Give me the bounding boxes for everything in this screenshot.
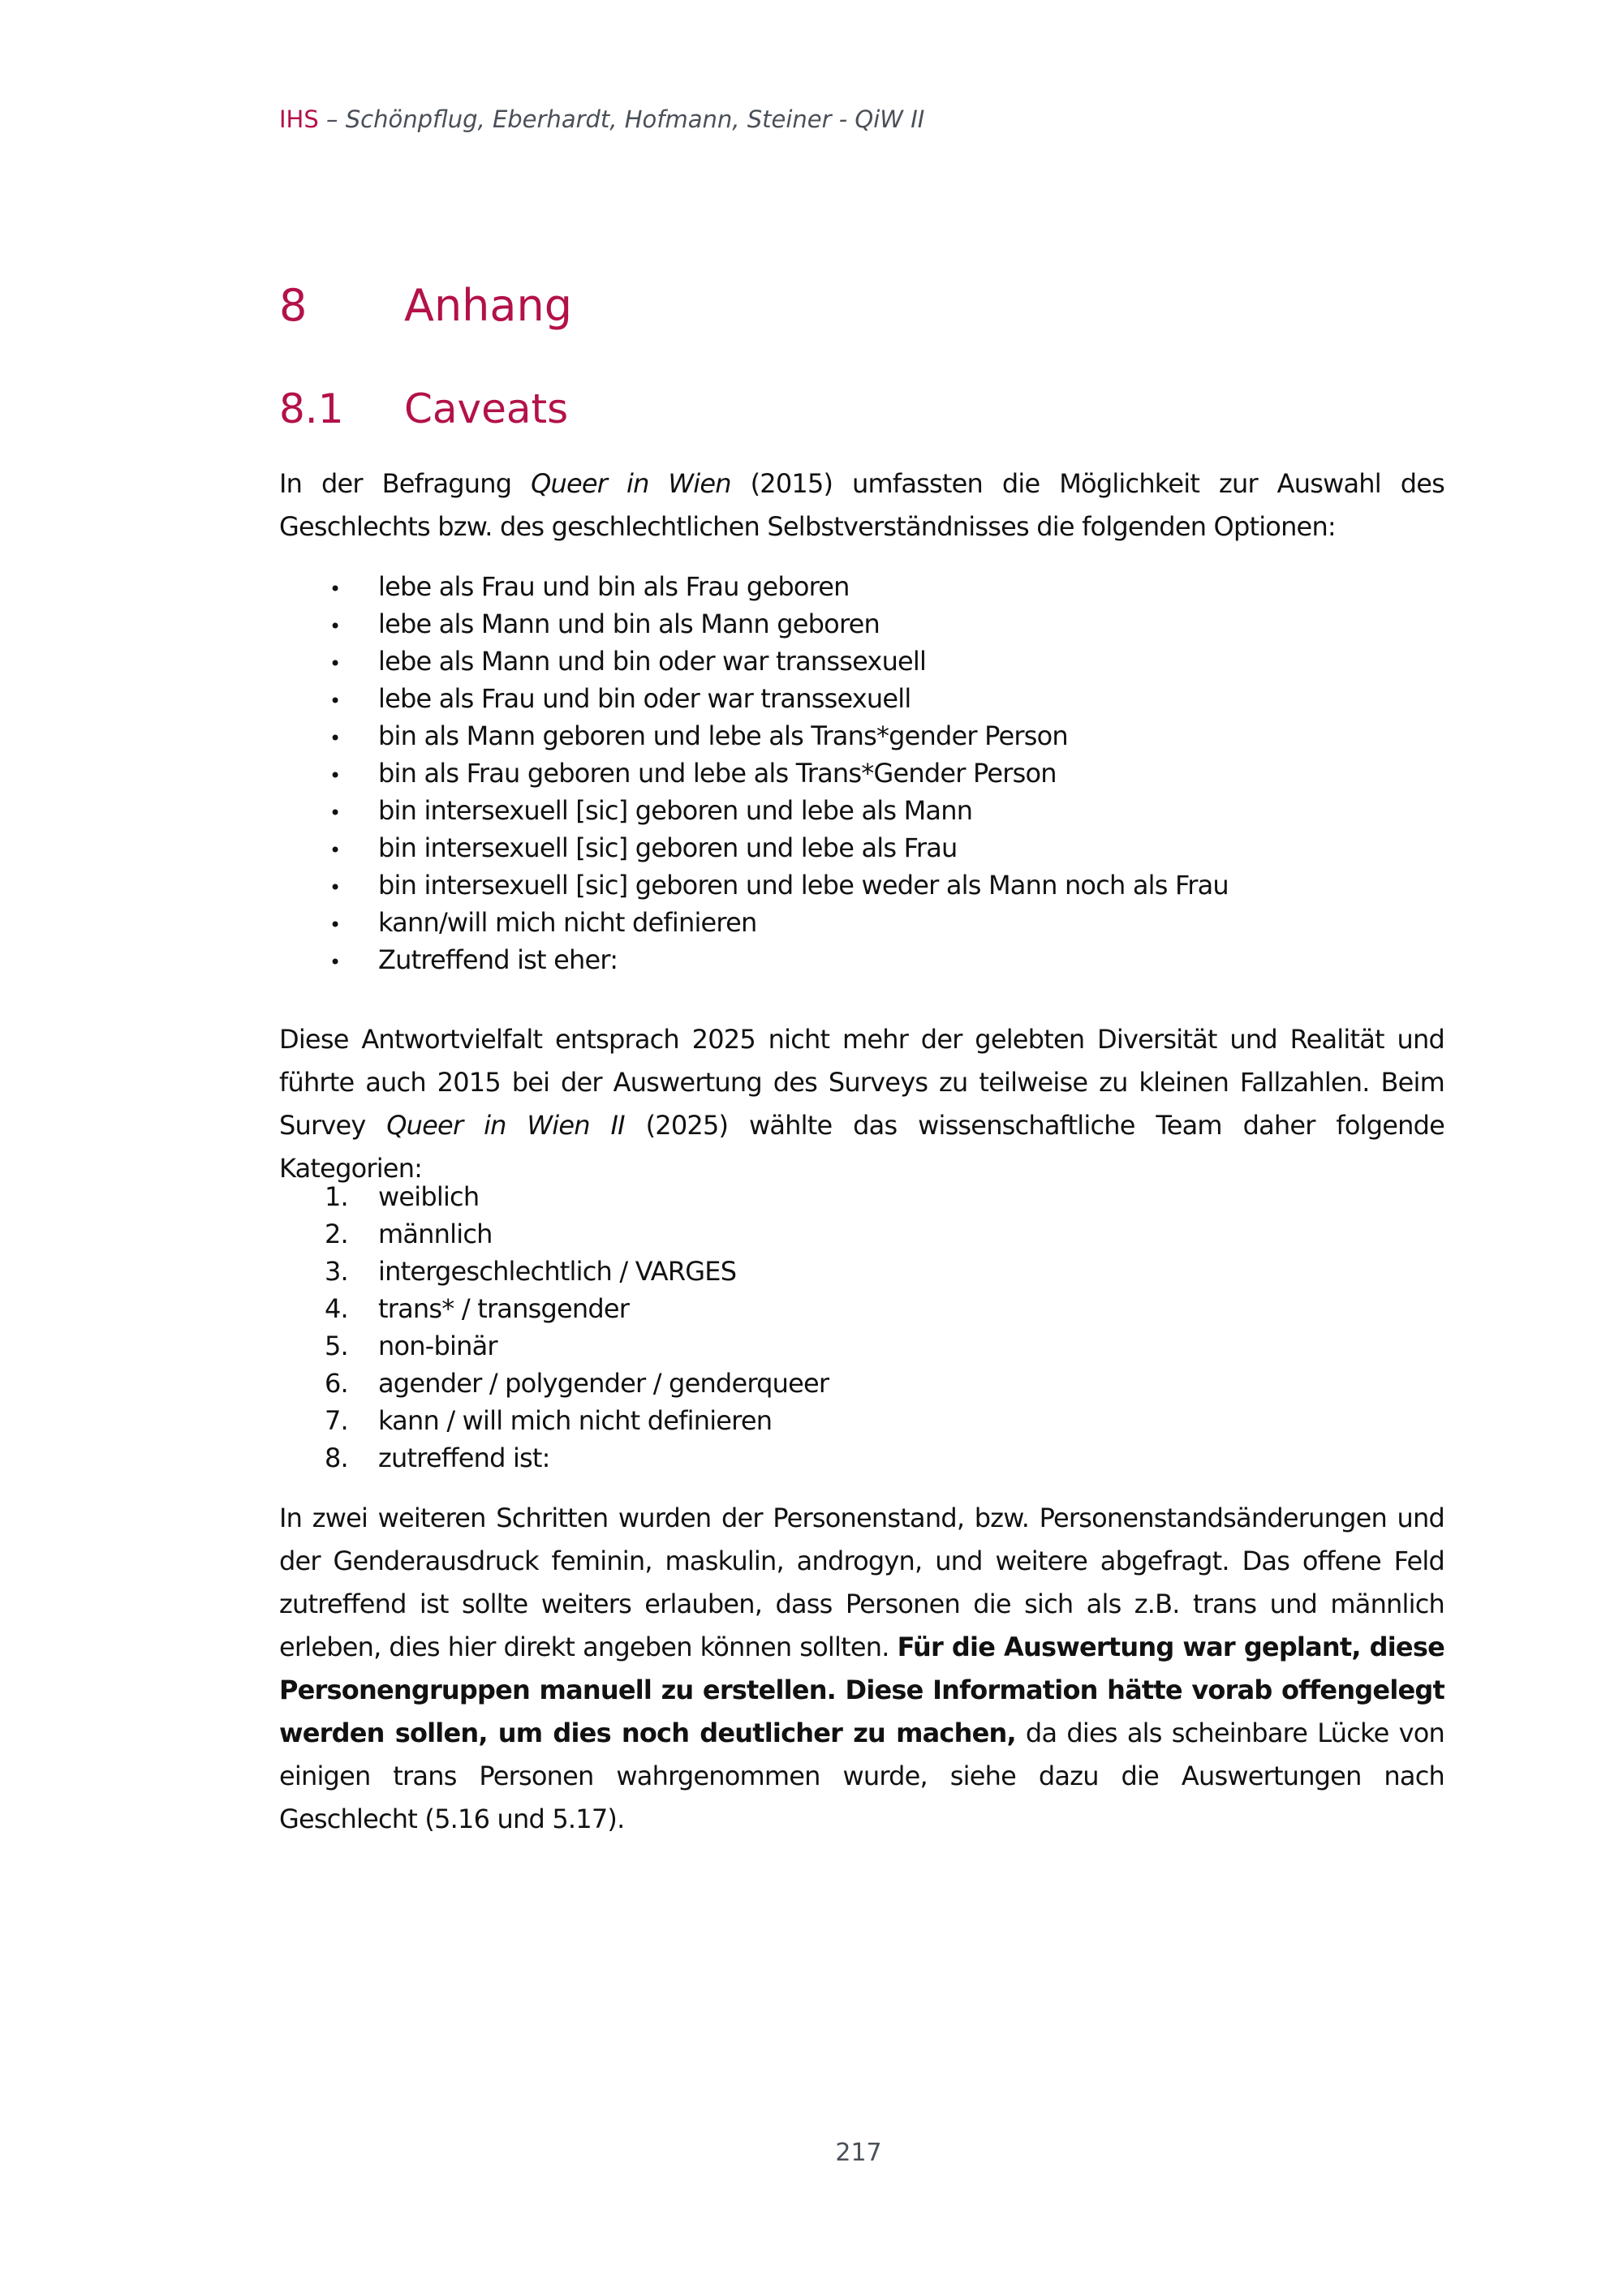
list-item [325,792,1229,829]
list-item [325,717,1229,755]
list-item-text: trans* / transgender [378,1293,630,1324]
page-number: 217 [835,2139,882,2167]
chapter-title: Anhang [404,280,572,331]
list-item-text: lebe als Mann und bin als Mann geboren [378,608,880,639]
survey-title: Queer in Wien [531,468,731,499]
list-item [325,680,1229,717]
paragraph-text: da dies als scheinbare Lücke von einigen trans Personen wahrgenommen wurde, siehe dazu die Auswertungen nach Geschlecht (5.16 und 5.17). [279,1718,1444,1834]
options-2015-list [325,568,1229,978]
paragraph-further-steps [279,1497,1444,1841]
section-heading [279,385,568,432]
paragraph-text: (2025) wählte das wissenschaftliche Team daher folgende Kategorien: [279,1110,1445,1184]
list-item-text: bin als Mann geboren und lebe als Trans*gender Person [378,720,1068,751]
list-item-text: Zutreffend ist eher: [378,944,618,975]
list-item-text: bin intersexuell [sic] geboren und lebe als Frau [378,832,958,863]
list-item [325,755,1229,792]
list-number: 5. [325,1331,348,1361]
list-number: 4. [325,1293,348,1324]
list-item [325,1402,829,1439]
list-item-text: kann / will mich nicht definieren [378,1405,773,1436]
list-item-text: agender / polygender / genderqueer [378,1368,829,1399]
bullet-icon: • [329,615,341,638]
bullet-icon: • [329,764,341,787]
list-item-text: kann/will mich nicht definieren [378,907,757,938]
section-number: 8.1 [279,385,344,432]
list-item [325,1327,829,1365]
paragraph-text: In der Befragung [279,468,532,499]
paragraph-text: (2015) umfassten die Möglichkeit zur Auswahl des Geschlechts bzw. des geschlechtlichen Selbstverständnisses die folgenden Optionen: [279,468,1444,542]
list-item-text: lebe als Frau und bin oder war transsexuell [378,683,911,714]
bullet-icon: • [329,839,341,862]
list-number: 2. [325,1219,348,1249]
list-number: 6. [325,1368,348,1399]
list-item-text: intergeschlechtlich / VARGES [378,1256,737,1287]
emphasized-text: Für die Auswertung war geplant, diese Personengruppen manuell zu erstellen. Diese Information hätte vorab offengelegt werden sollen, um dies noch deutlicher zu machen, [279,1632,1444,1748]
list-item-text: männlich [378,1219,493,1249]
list-item [325,1178,829,1215]
list-item [325,1365,829,1402]
list-item [325,1215,829,1253]
list-item [325,904,1229,941]
paragraph-text: Diese Antwortvielfalt entsprach 2025 nicht mehr der gelebten Diversität und Realität und führte auch 2015 bei der Auswertung des Surveys zu teilweise zu kleinen Fallzahlen. Beim Survey [279,1024,1444,1141]
list-item-text: bin intersexuell [sic] geboren und lebe weder als Mann noch als Frau [378,870,1229,901]
chapter-heading [279,280,572,331]
list-number: 1. [325,1181,348,1212]
list-item-text: lebe als Mann und bin oder war transsexuell [378,646,927,677]
categories-2025-list [325,1178,829,1477]
section-title: Caveats [404,385,569,432]
chapter-number: 8 [279,280,308,331]
list-item [325,829,1229,866]
bullet-icon: • [329,914,341,936]
list-number: 7. [325,1405,348,1436]
paragraph-text: In zwei weiteren Schritten wurden der Personenstand, bzw. Personenstandsänderungen und der Genderausdruck feminin, maskulin, androgyn, und weitere abgefragt. Das offene Feld zutreffend ist sollte weiters erlauben, dass Personen die sich als z.B. trans und männlich erleben, dies hier direkt angeben können sollten. [279,1503,1444,1662]
list-item [325,866,1229,904]
paragraph-intro [279,462,1444,548]
list-item-text: non-binär [378,1331,497,1361]
bullet-icon: • [329,876,341,899]
list-number: 3. [325,1256,348,1287]
bullet-icon: • [329,578,341,600]
paragraph-diversity [279,1018,1444,1190]
bullet-icon: • [329,690,341,712]
list-item [325,1439,829,1477]
bullet-icon: • [329,802,341,824]
list-item-text: lebe als Frau und bin als Frau geboren [378,571,850,602]
header-authors: Schönpflug, Eberhardt, Hofmann, Steiner - QiW II [345,105,925,133]
header-org: IHS [279,105,319,133]
bullet-icon: • [329,951,341,974]
list-item-text: bin intersexuell [sic] geboren und lebe als Mann [378,795,973,826]
list-item [325,941,1229,978]
survey-title: Queer in Wien II [386,1110,625,1141]
running-header [279,105,924,133]
header-separator: – [318,105,346,133]
bullet-icon: • [329,652,341,675]
list-number: 8. [325,1443,348,1473]
list-item-text: zutreffend ist: [378,1443,550,1473]
list-item [325,1290,829,1327]
list-item [325,605,1229,643]
bullet-icon: • [329,727,341,750]
list-item-text: bin als Frau geboren und lebe als Trans*Gender Person [378,758,1057,789]
list-item-text: weiblich [378,1181,480,1212]
list-item [325,643,1229,680]
list-item [325,568,1229,605]
list-item [325,1253,829,1290]
